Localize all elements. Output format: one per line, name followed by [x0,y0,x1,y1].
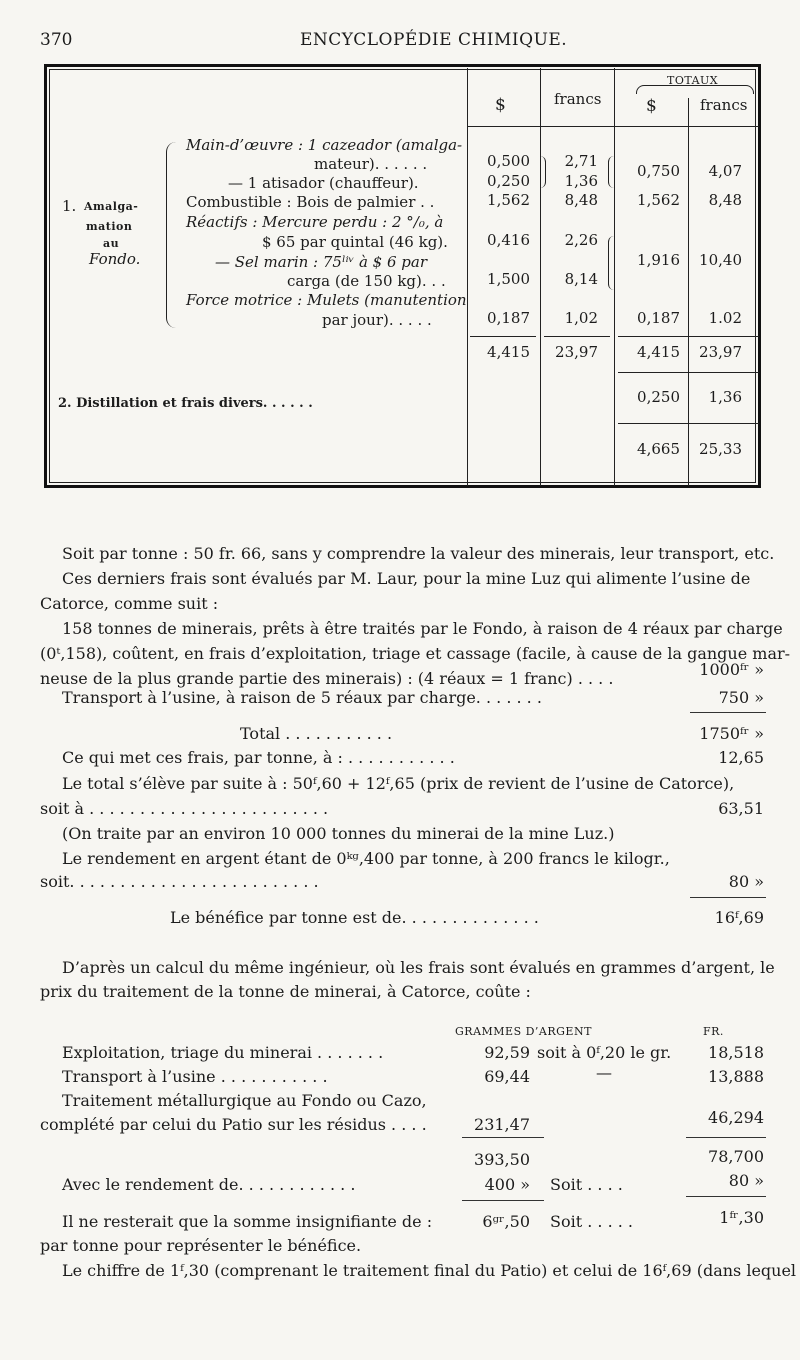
calc-row-1-label: Exploitation, triage du minerai . . . . . . . [62,1043,384,1062]
val-f6: 1,02 [564,309,598,327]
body-line-5: (0ᵗ,158), coûtent, en frais d’exploitation, triage et cassage (facile, à cause de la gangue mar- [40,644,791,663]
body-line-17: prix du traitement de la tonne de minerai, à Catorce, coûte : [40,982,531,1001]
sum-rule-f [544,336,610,337]
val-f1: 2,71 [564,152,598,170]
page-number: 370 [40,30,73,50]
calc-row-2-value: 13,888 [708,1067,764,1086]
val-f4: 2,26 [564,231,598,249]
body-line-6-value: 1000ᶠʳ » [699,660,764,679]
calc-row-1-value: 18,518 [708,1043,764,1062]
header-rule [467,126,759,127]
brace-tp1 [608,156,614,188]
val-dist-tp: 0,250 [637,388,680,406]
val-tp4: 0,187 [637,309,680,327]
row-sel-line1: — Sel marin : 75ˡⁱᵛ à $ 6 par [215,253,428,271]
dist-rule-top [618,372,759,373]
body-line-13: Le rendement en argent étant de 0ᵏᵍ,400 par tonne, à 200 francs le kilogr., [62,849,670,868]
col-header-francs: francs [554,90,602,108]
sum-rule-tot [618,336,759,337]
col-divider-4 [688,98,689,486]
calc-sum-value: 78,700 [708,1147,764,1166]
val-p1: 0,500 [487,152,530,170]
body-line-15: Le bénéfice par tonne est de. . . . . . . . . . . . . . [170,908,539,927]
val-tf4: 1.02 [708,309,742,327]
calc-diff-rule-value [686,1196,766,1197]
calc-row-4-grams: 400 » [484,1175,530,1194]
val-f3: 8,48 [564,191,598,209]
col-header-piastre: $ [495,95,506,115]
calc-row-5-soit: Soit . . . . . [550,1212,633,1231]
row-force-line1: Force motrice : Mulets (manutention [186,291,467,309]
calc-row-5-grams: 6ᵍʳ,50 [482,1212,530,1231]
row-main-oeuvre-line2: mateur). . . . . . [314,155,428,173]
calc-diff-rule-grams [462,1200,544,1201]
val-p3: 1,562 [487,191,530,209]
calc-row-3-value: 46,294 [708,1108,764,1127]
body-line-2: Ces derniers frais sont évalués par M. Laur, pour la mine Luz qui alimente l’usine de [62,569,751,588]
body-line-8-value: 1750ᶠʳ » [699,724,764,743]
brace-f12 [540,156,546,188]
body-last-line: Le chiffre de 1ᶠ,30 (comprenant le traitement final du Patio) et celui de 16ᶠ,69 (dans lequel [62,1261,797,1280]
val-tp2: 1,562 [637,191,680,209]
section2-label: 2. Distillation et frais divers. . . . . . [58,396,313,411]
body-line-9-value: 12,65 [718,748,764,767]
val-sum-f: 23,97 [555,343,598,361]
body-line-6: neuse de la plus grande partie des minerais) : (4 réaux = 1 franc) . . . . [40,669,614,688]
calc-row-1-grams: 92,59 [484,1043,530,1062]
val-sum-tp: 4,415 [637,343,680,361]
body-line-12: (On traite par an environ 10 000 tonnes du minerai de la mine Luz.) [62,824,615,843]
calc-row-3-label-2: complété par celui du Patio sur les résidus . . . . [40,1115,427,1134]
col-divider-3 [614,68,615,486]
brace-tp3 [608,236,614,290]
calc-row-5-value: 1ᶠʳ,30 [719,1208,764,1227]
body-line-7: Transport à l’usine, à raison de 5 réaux par charge. . . . . . . [62,688,542,707]
col-header-tot-piastre: $ [646,96,657,116]
col-header-fr: FR. [703,1025,724,1038]
calc-row-4-soit: Soit . . . . [550,1175,623,1194]
col-header-grammes: GRAMMES D’ARGENT [455,1025,592,1038]
val-tf2: 8,48 [708,191,742,209]
dist-rule-bottom [618,423,759,424]
body-line-16: D’après un calcul du même ingénieur, où les frais sont évalués en grammes d’argent, le [62,958,775,977]
val-f2: 1,36 [564,172,598,190]
body-line-10: Le total s’élève par suite à : 50ᶠ,60 + 12ᶠ,65 (prix de revient de l’usine de Catorce), [62,774,735,793]
val-grand-tp: 4,665 [637,440,680,458]
calc-row-4-label: Avec le rendement de. . . . . . . . . . . . [62,1175,356,1194]
section1-label-line3: au [103,237,120,250]
body-line-8: Total . . . . . . . . . . . [240,724,393,743]
col-header-tot-francs: francs [700,96,748,114]
body-line-9: Ce qui met ces frais, par tonne, à : . . . . . . . . . . . [62,748,455,767]
val-p2: 0,250 [487,172,530,190]
val-tf3: 10,40 [699,251,742,269]
section1-label-line2: mation [86,220,133,233]
calc-row-2-grams: 69,44 [484,1067,530,1086]
calc-row-2-ditto: — [596,1063,612,1082]
row-combustible: Combustible : Bois de palmier . . [186,193,435,211]
body-line-14: soit. . . . . . . . . . . . . . . . . . . . . . . . . [40,872,319,891]
body-line-4: 158 tonnes de minerais, prêts à être traités par le Fondo, à raison de 4 réaux par charge [62,619,783,638]
val-tf1: 4,07 [708,162,742,180]
val-dist-tf: 1,36 [708,388,742,406]
col-header-totaux: TOTAUX [667,74,719,87]
val-tp1: 0,750 [637,162,680,180]
section1-label-line4: Fondo. [89,250,141,268]
col-divider-1 [467,68,468,486]
calc-row-1-rate: soit à 0ᶠ,20 le gr. [537,1043,672,1062]
val-sum-p: 4,415 [487,343,530,361]
col-divider-2 [540,68,541,486]
row-reactifs-line1: Réactifs : Mercure perdu : 2 °/₀, à [186,213,444,231]
val-p4: 0,416 [487,231,530,249]
body-line-11: soit à . . . . . . . . . . . . . . . . . . . . . . . . [40,799,329,818]
body-line-14-value: 80 » [728,872,764,891]
val-grand-tf: 25,33 [699,440,742,458]
benefice-rule [690,897,766,898]
calc-sum-grams: 393,50 [474,1150,530,1169]
calc-row-3-label-1: Traitement métallurgique au Fondo ou Cazo, [62,1091,427,1110]
val-p5: 1,500 [487,270,530,288]
section1-number: 1. [62,197,77,215]
row-main-oeuvre-line1: Main-d’œuvre : 1 cazeador (amalga- [186,136,463,154]
calc-row-4-value: 80 » [728,1171,764,1190]
row-atisador: — 1 atisador (chauffeur). [228,174,419,192]
row-reactifs-line2: $ 65 par quintal (46 kg). [262,233,448,251]
calc-row-3-grams: 231,47 [474,1115,530,1134]
val-tp3: 1,916 [637,251,680,269]
calc-sum-rule-value [686,1137,766,1138]
val-p6: 0,187 [487,309,530,327]
row-force-line2: par jour). . . . . [322,311,432,329]
section1-label-line1: Amalga- [84,200,139,213]
calc-row-5-label: Il ne resterait que la somme insignifiante de : [62,1212,433,1231]
val-f5: 8,14 [564,270,598,288]
running-title: ENCYCLOPÉDIE CHIMIQUE. [300,30,568,50]
calc-row-5-label-2: par tonne pour représenter le bénéfice. [40,1236,362,1255]
val-sum-tf: 23,97 [699,343,742,361]
body-line-15-value: 16ᶠ,69 [714,908,764,927]
calc-row-2-label: Transport à l’usine . . . . . . . . . . . [62,1067,328,1086]
body-line-3: Catorce, comme suit : [40,594,219,613]
calc-sum-rule-grams [462,1137,544,1138]
row-sel-line2: carga (de 150 kg). . . [287,272,446,290]
body-line-11-value: 63,51 [718,799,764,818]
sum-rule-p [470,336,536,337]
body-line-1: Soit par tonne : 50 fr. 66, sans y comprendre la valeur des minerais, leur transport, etc. [62,544,775,563]
body-line-7-value: 750 » [718,688,764,707]
total-rule [690,712,766,713]
section1-brace [166,142,177,328]
